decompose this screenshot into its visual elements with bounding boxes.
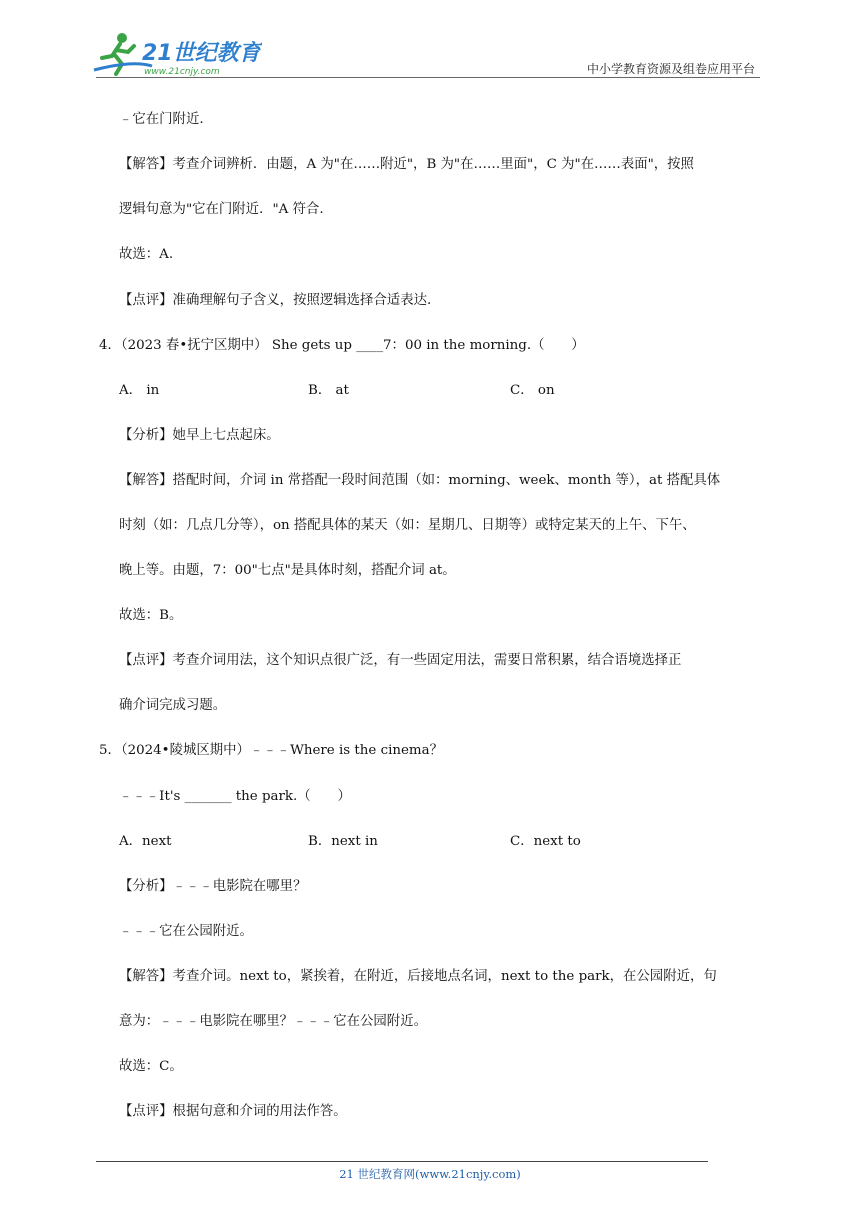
q5-option-b: B．next in xyxy=(308,834,378,849)
runner-logo-icon xyxy=(92,30,262,78)
q5-analysis: 【分析】﹣﹣﹣电影院在哪里？ xyxy=(119,879,307,894)
page-footer: 21 世纪教育网(www.21cnjy.com) xyxy=(339,1167,521,1181)
q5-option-a: A．next xyxy=(119,834,172,849)
q4-choice: 故选：B。 xyxy=(119,608,183,623)
text-line: ﹣它在门附近. xyxy=(119,112,204,127)
q4-option-c: C． on xyxy=(510,383,555,398)
text-line: 【解答】考查介词辨析．由题，A 为"在……附近"，B 为"在……里面"，C 为"在……表面"，按照 xyxy=(119,157,694,172)
q5-choice: 故选：C。 xyxy=(119,1059,183,1074)
logo-url-text: www.21cnjy.com xyxy=(144,67,220,77)
q4-analysis: 【分析】她早上七点起床。 xyxy=(119,428,280,443)
q5-answer-line: 【解答】考查介词。next to，紧挨着，在附近，后接地点名词，next to the park，在公园附近，句 xyxy=(119,969,717,984)
q5-comment: 【点评】根据句意和介词的用法作答。 xyxy=(119,1104,347,1119)
q4-comment-line: 确介词完成习题。 xyxy=(119,698,227,713)
q5-answer-line: 意为：﹣﹣﹣电影院在哪里？﹣﹣﹣它在公园附近。 xyxy=(119,1014,427,1029)
text-line: 【点评】准确理解句子含义，按照逻辑选择合适表达. xyxy=(119,293,432,308)
q4-option-b: B． at xyxy=(308,383,349,398)
q4-comment-line: 【点评】考查介词用法，这个知识点很广泛，有一些固定用法，需要日常积累，结合语境选择正 xyxy=(119,653,682,668)
footer-divider xyxy=(96,1161,708,1162)
q4-answer-line: 晚上等。由题，7：00"七点"是具体时刻，搭配介词 at。 xyxy=(119,563,456,578)
q4-option-a: A． in xyxy=(119,383,160,398)
page-header xyxy=(0,0,860,82)
platform-name: 中小学教育资源及组卷应用平台 xyxy=(586,62,755,76)
logo-main-text: 21世纪教育 xyxy=(142,41,261,66)
question-4-stem: 4．（2023 春•抚宁区期中） She gets up ____7：00 in the morning.（ ） xyxy=(99,338,585,353)
question-5-stem-2: ﹣﹣﹣It's _______ the park.（ ） xyxy=(119,789,351,804)
header-divider xyxy=(96,77,760,78)
text-line: 逻辑句意为"它在门附近．"A 符合. xyxy=(119,202,324,217)
q4-answer-line: 时刻（如：几点几分等），on 搭配具体的某天（如：星期几、日期等）或特定某天的上午、下午、 xyxy=(119,518,696,533)
site-logo xyxy=(92,30,262,78)
question-5-stem: 5．（2024•陵城区期中）﹣﹣﹣Where is the cinema？ xyxy=(99,743,443,758)
q5-option-c: C．next to xyxy=(510,834,581,849)
q5-analysis-2: ﹣﹣﹣它在公园附近。 xyxy=(119,924,253,939)
q4-answer-line: 【解答】搭配时间，介词 in 常搭配一段时间范围（如：morning、week、month 等），at 搭配具体 xyxy=(119,473,721,488)
text-line: 故选：A. xyxy=(119,247,174,262)
